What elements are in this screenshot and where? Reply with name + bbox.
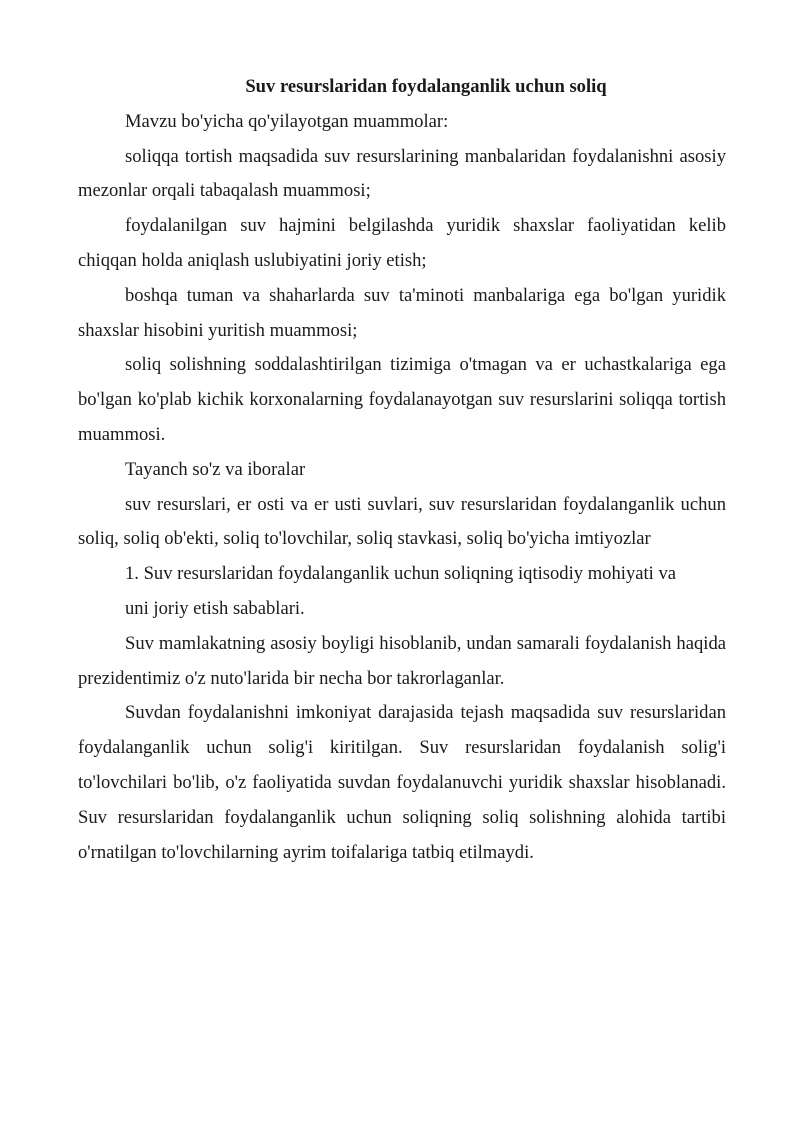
paragraph-keywords-heading: Tayanch so'z va iboralar <box>125 458 306 480</box>
paragraph-keywords: suv resurslari, er osti va er usti suvlari, suv resurslaridan foydalanganlik uchun soliq, soliq ob'ekti, soliq to'lovchilar, soliq stavkasi, soliq bo'yicha imtiyozlar <box>78 493 726 550</box>
paragraph-problems-heading: Mavzu bo'yicha qo'yilayotgan muammolar: <box>125 110 449 132</box>
paragraph-body-1: Suv mamlakatning asosiy boyligi hisoblanib, undan samarali foydalanish haqida prezidentimiz o'z nuto'larida bir necha bor takrorlaganlar. <box>78 632 726 689</box>
paragraph-problem-4: soliq solishning soddalashtirilgan tizimiga o'tmagan va er uchastkalariga ega bo'lgan ko'plab kichik korxonalarning foydalanayotgan suv resurslarini soliqqa tortish muammosi. <box>78 354 726 445</box>
document-page <box>78 70 726 870</box>
paragraph-body-2: Suvdan foydalanishni imkoniyat darajasida tejash maqsadida suv resurslaridan foydalanganlik uchun solig'i kiritilgan. Suv resurslaridan foydalanish solig'i to'lovchilari bo'lib, o'z faoliyatida suvdan foydalanuvchi yuridik shaxslar hisoblanadi. Suv resurslaridan foydalanganlik uchun soliqning soliq solishning alohida tartibi o'rnatilgan to'lovchilarning ayrim toifalariga tatbiq etilmaydi. <box>78 702 726 863</box>
paragraph-section-heading: 1. Suv resurslaridan foydalanganlik uchun soliqning iqtisodiy mohiyati va <box>125 563 677 585</box>
paragraph-section-heading-cont: uni joriy etish sabablari. <box>125 597 305 619</box>
paragraph-problem-3: boshqa tuman va shaharlarda suv ta'minoti manbalariga ega bo'lgan yuridik shaxslar hisobini yuritish muammosi; <box>78 284 726 341</box>
document-title: Suv resurslaridan foydalanganlik uchun soliq <box>245 76 607 97</box>
paragraph-problem-2: foydalanilgan suv hajmini belgilashda yuridik shaxslar faoliyatidan kelib chiqqan holda aniqlash uslubiyatini joriy etish; <box>78 215 726 271</box>
paragraph-problem-1: soliqqa tortish maqsadida suv resurslarining manbalaridan foydalanishni asosiy mezonlar orqali tabaqalash muammosi; <box>78 145 726 202</box>
